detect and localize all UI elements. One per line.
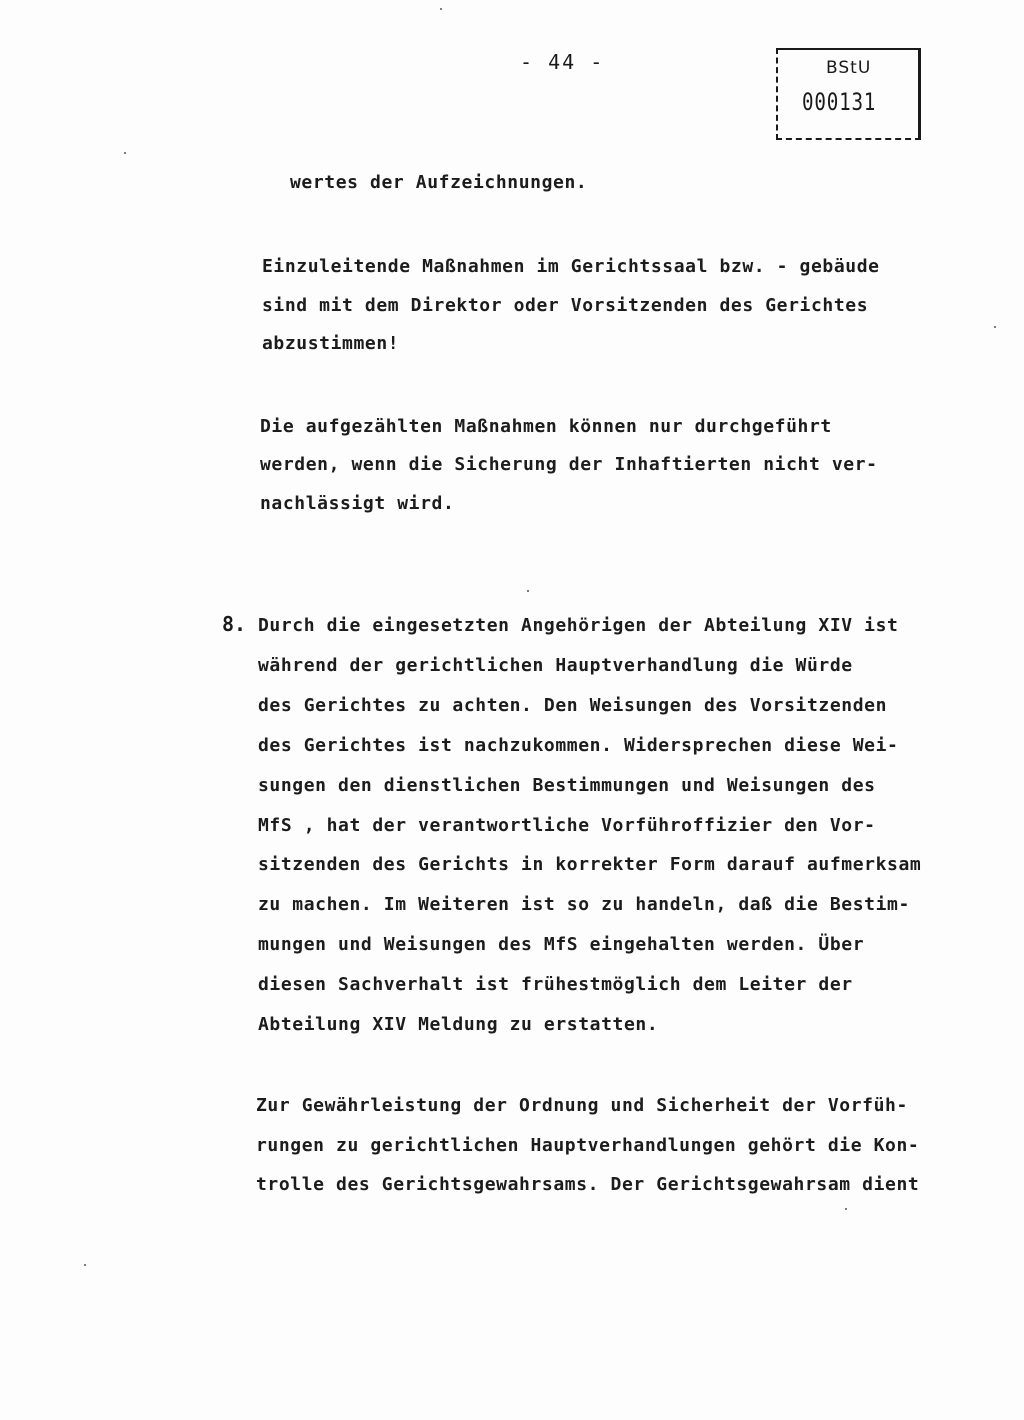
scan-speck [527,590,529,592]
stamp-label: BStU [826,58,872,78]
text-line: sungen den dienstlichen Bestimmungen und Weisungen des [258,775,876,796]
text-line: sitzenden des Gerichts in korrekter Form darauf aufmerksam [258,854,922,875]
text-line: mungen und Weisungen des MfS eingehalten werden. Über [258,934,865,955]
text-line: des Gerichtes zu achten. Den Weisungen des Vorsitzenden [258,695,888,716]
text-line: rungen zu gerichtlichen Hauptverhandlungen gehört die Kon- [256,1135,920,1156]
text-line: MfS , hat der verantwortliche Vorführoffizier den Vor- [258,815,876,836]
stamp-number: 000131 [802,88,877,116]
text-line: sind mit dem Direktor oder Vorsitzenden des Gerichtes [262,295,869,316]
text-line: trolle des Gerichtsgewahrsams. Der Gerichtsgewahrsam dient [256,1174,920,1195]
text-line: Abteilung XIV Meldung zu erstatten. [258,1014,659,1035]
text-line: zu machen. Im Weiteren ist so zu handeln, daß die Bestim- [258,894,910,915]
scan-speck [84,1264,86,1266]
scan-speck [994,326,996,328]
scan-speck [845,1208,847,1210]
text-line: nachlässigt wird. [260,493,455,514]
text-line: abzustimmen! [262,333,400,354]
text-line: Einzuleitende Maßnahmen im Gerichtssaal bzw. - gebäude [262,256,880,277]
text-line: während der gerichtlichen Hauptverhandlung die Würde [258,655,853,676]
text-line: Durch die eingesetzten Angehörigen der Abteilung XIV ist [258,615,899,636]
text-line: Zur Gewährleistung der Ordnung und Sicherheit der Vorfüh- [256,1095,908,1116]
text-line: Die aufgezählten Maßnahmen können nur durchgeführt [260,416,832,437]
text-line: diesen Sachverhalt ist frühestmöglich dem Leiter der [258,974,853,995]
archive-stamp [776,48,921,140]
text-line: werden, wenn die Sicherung der Inhaftierten nicht ver- [260,454,878,475]
list-item-number: 8. [222,612,247,636]
scan-speck [440,8,442,10]
text-line: wertes der Aufzeichnungen. [290,172,588,193]
page-number: - 44 - [520,50,605,74]
text-line: des Gerichtes ist nachzukommen. Widersprechen diese Wei- [258,735,899,756]
scan-speck [124,152,126,154]
